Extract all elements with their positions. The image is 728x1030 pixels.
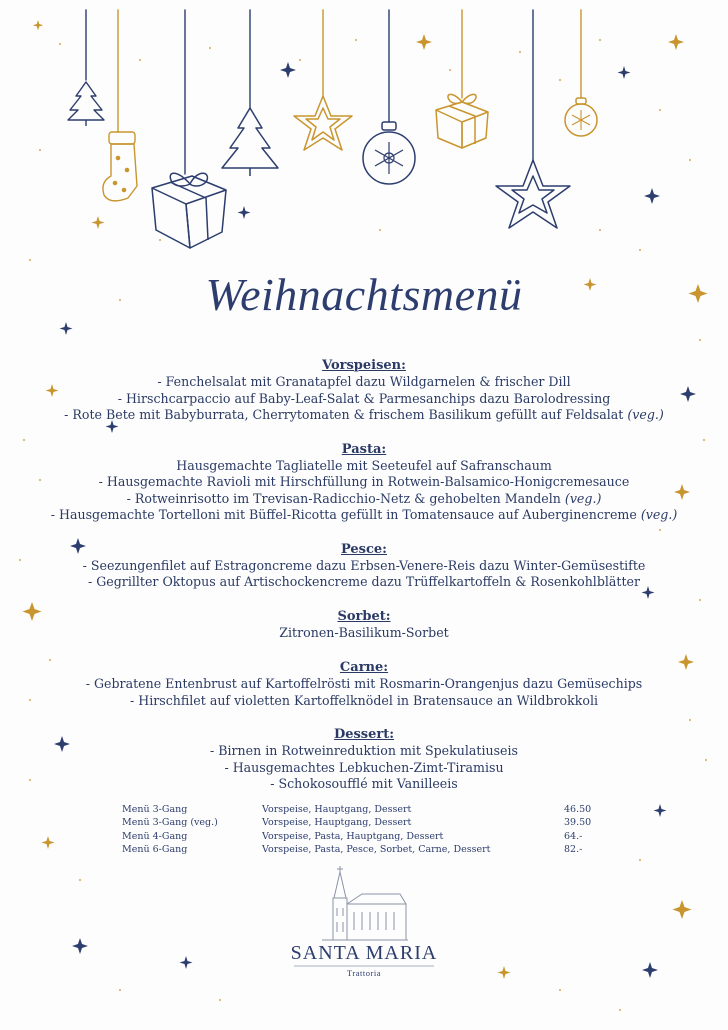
section-heading: Vorspeisen:	[322, 358, 406, 373]
menu-item-text: - Hirschfilet auf violetten Kartoffelknödel in Bratensauce an Wildbrokkoli	[129, 692, 599, 708]
menu-name: Menü 4-Gang	[122, 830, 188, 842]
price-row	[122, 803, 591, 816]
menu-name: Menü 3-Gang	[122, 804, 188, 815]
menu-item-text: - Birnen in Rotweinreduktion mit Spekulatiuseis	[210, 743, 518, 759]
menu-section	[0, 358, 728, 424]
menu-item	[0, 507, 728, 523]
menu-item	[0, 776, 728, 792]
menu-item	[0, 458, 728, 474]
menu-body	[0, 358, 728, 811]
menu-section	[0, 660, 728, 709]
price-table	[122, 803, 591, 857]
section-heading: Sorbet:	[337, 608, 391, 624]
menu-item-text: Zitronen-Basilikum-Sorbet	[279, 625, 449, 641]
menu-section	[0, 442, 728, 524]
price-row	[122, 830, 591, 843]
menu-courses: Vorspeise, Hauptgang, Dessert	[262, 817, 412, 829]
menu-item	[0, 491, 728, 507]
menu-price: 82.-	[564, 844, 583, 856]
price-row	[122, 816, 591, 829]
vegetarian-note: (veg.)	[627, 407, 664, 423]
snowflake-bauble-icon	[363, 122, 415, 184]
restaurant-subtitle: Trattoria	[347, 968, 381, 978]
section-heading: Dessert:	[333, 726, 395, 742]
menu-item	[0, 558, 728, 574]
menu-item	[0, 625, 728, 641]
menu-item-text: - Fenchelsalat mit Granatapfel dazu Wildgarnelen & frischer Dill	[157, 374, 571, 390]
menu-section	[0, 609, 728, 642]
menu-price: 64.-	[564, 830, 583, 842]
large-star-ornament-icon	[496, 160, 570, 228]
menu-item-text: - Rotweinrisotto im Trevisan-Radicchio-Netz & gehobelten Mandeln	[126, 490, 565, 506]
section-heading: Pasta:	[341, 441, 387, 457]
menu-price: 46.50	[564, 804, 592, 815]
christmas-tree-ornament-icon	[222, 108, 278, 176]
logo-divider	[294, 965, 434, 967]
menu-courses: Vorspeise, Hauptgang, Dessert	[262, 804, 412, 815]
price-row	[122, 843, 591, 856]
menu-name: Menü 6-Gang	[122, 844, 188, 856]
menu-item	[0, 760, 728, 776]
menu-item-text: - Gebratene Entenbrust auf Kartoffelrösti mit Rosmarin-Orangenjus dazu Gemüsechips	[85, 676, 643, 692]
section-heading: Carne:	[339, 659, 389, 675]
menu-item-text: Hausgemachte Tagliatelle mit Seeteufel auf Safranschaum	[176, 458, 552, 474]
menu-price: 39.50	[564, 817, 592, 829]
vegetarian-note: (veg.)	[640, 507, 678, 523]
vegetarian-note: (veg.)	[564, 490, 602, 506]
menu-item-text: - Schokosoufflé mit Vanilleeis	[270, 776, 458, 792]
menu-title: Weihnachtsmenü	[205, 269, 523, 320]
menu-item	[0, 474, 728, 490]
section-heading: Pesce:	[340, 541, 387, 557]
tree-ornament-icon	[68, 82, 104, 126]
menu-item	[0, 574, 728, 590]
gift-box-ornament-icon	[152, 173, 226, 248]
menu-courses: Vorspeise, Pasta, Hauptgang, Dessert	[262, 830, 444, 842]
gold-bauble-icon	[565, 98, 597, 136]
menu-item	[0, 391, 728, 407]
menu-item-text: - Rote Bete mit Babyburrata, Cherrytomaten & frischem Basilikum gefüllt auf Feldsalat	[64, 407, 628, 423]
menu-item	[0, 407, 728, 423]
menu-courses: Vorspeise, Pasta, Pesce, Sorbet, Carne, Dessert	[262, 844, 491, 856]
church-logo-icon	[322, 864, 408, 942]
menu-item-text: - Seezungenfilet auf Estragoncreme dazu Erbsen-Venere-Reis dazu Winter-Gemüsestifte	[82, 558, 646, 574]
restaurant-name: SANTA MARIA	[290, 942, 438, 964]
star-ornament-icon	[294, 96, 352, 150]
stocking-ornament-icon	[103, 132, 137, 201]
menu-item	[0, 374, 728, 390]
menu-name: Menü 3-Gang (veg.)	[122, 817, 218, 829]
menu-section	[0, 542, 728, 591]
menu-item-text: - Gegrillter Oktopus auf Artischockencreme dazu Trüffelkartoffeln & Rosenkohlblätter	[87, 574, 641, 590]
menu-item-text: - Hausgemachte Tortelloni mit Büffel-Ricotta gefüllt in Tomatensauce auf Auberginencreme	[50, 507, 641, 523]
menu-item	[0, 693, 728, 709]
menu-item-text: - Hausgemachte Ravioli mit Hirschfüllung in Rotwein-Balsamico-Honigcremesauce	[98, 474, 630, 490]
menu-item	[0, 743, 728, 759]
menu-item-text: - Hirschcarpaccio auf Baby-Leaf-Salat & Parmesanchips dazu Barolodressing	[117, 390, 611, 406]
menu-section	[0, 727, 728, 793]
menu-item	[0, 676, 728, 692]
gold-gift-ornament-icon	[436, 94, 488, 148]
menu-item-text: - Hausgemachtes Lebkuchen-Zimt-Tiramisu	[224, 759, 504, 775]
